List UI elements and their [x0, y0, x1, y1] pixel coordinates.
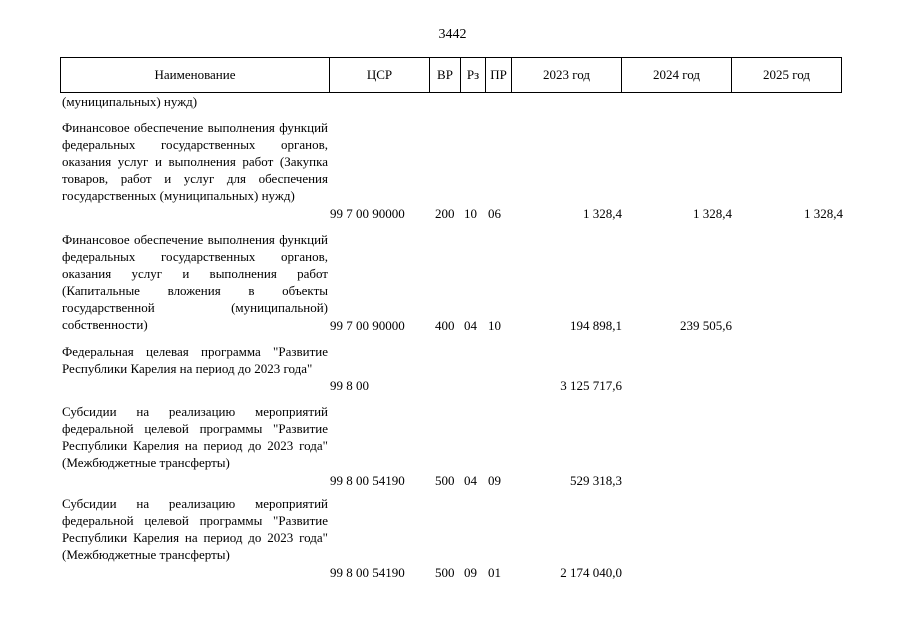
row-vr: 200	[435, 206, 455, 221]
row-rz: 10	[464, 206, 477, 221]
row-name: (муниципальных) нужд)	[62, 94, 198, 109]
row-name: Финансовое обеспечение выполнения функций федеральных государственных органов, оказания услуг и выполнения работ (Закупка товаров, работ и услуг для обеспечения государственных (муниципальных) нужд)	[62, 120, 328, 204]
row-csr: 99 8 00	[330, 378, 369, 393]
row-name: Субсидии на реализацию мероприятий федеральной целевой программы "Развитие Республики Карелия на период до 2023 года" (Межбюджетные трансферты)	[62, 496, 328, 563]
row-value-2025: 1 328,4	[804, 206, 843, 221]
row-value-2024: 239 505,6	[680, 318, 732, 333]
table-header	[60, 57, 842, 93]
table-row	[60, 93, 843, 113]
column-header-pr: ПР	[486, 58, 512, 93]
row-value-2023: 1 328,4	[583, 206, 622, 221]
column-header-2023: 2023 год	[512, 58, 622, 93]
row-csr: 99 8 00 54190	[330, 473, 405, 488]
table-row	[60, 119, 843, 223]
row-pr: 01	[488, 565, 501, 580]
column-header-csr: ЦСР	[330, 58, 430, 93]
table-row	[60, 495, 843, 581]
row-rz: 09	[464, 565, 477, 580]
row-csr: 99 7 00 90000	[330, 318, 405, 333]
table-row	[60, 403, 843, 489]
row-pr: 06	[488, 206, 501, 221]
row-vr: 400	[435, 318, 455, 333]
row-value-2023: 529 318,3	[570, 473, 622, 488]
row-csr: 99 8 00 54190	[330, 565, 405, 580]
row-value-2023: 194 898,1	[570, 318, 622, 333]
row-rz: 04	[464, 318, 477, 333]
table-row	[60, 343, 843, 395]
row-value-2024: 1 328,4	[693, 206, 732, 221]
row-csr: 99 7 00 90000	[330, 206, 405, 221]
row-name: Федеральная целевая программа "Развитие Республики Карелия на период до 2023 года"	[62, 344, 328, 377]
row-pr: 09	[488, 473, 501, 488]
column-header-2025: 2025 год	[732, 58, 842, 93]
row-value-2023: 3 125 717,6	[560, 378, 622, 393]
page-number: 3442	[438, 27, 467, 42]
column-header-name: Наименование	[61, 58, 330, 93]
row-name: Субсидии на реализацию мероприятий федеральной целевой программы "Развитие Республики Карелия на период до 2023 года" (Межбюджетные трансферты)	[62, 404, 328, 471]
table-row	[60, 231, 843, 335]
column-header-2024: 2024 год	[622, 58, 732, 93]
row-rz: 04	[464, 473, 477, 488]
row-vr: 500	[435, 565, 455, 580]
column-header-vr: ВР	[430, 58, 461, 93]
row-name: Финансовое обеспечение выполнения функций федеральных государственных органов, оказания услуг и выполнения работ (Капитальные вложения в объекты государственной (муниципальной) собственности)	[62, 232, 328, 333]
row-value-2023: 2 174 040,0	[560, 565, 622, 580]
row-pr: 10	[488, 318, 501, 333]
row-vr: 500	[435, 473, 455, 488]
column-header-rz: Рз	[461, 58, 486, 93]
